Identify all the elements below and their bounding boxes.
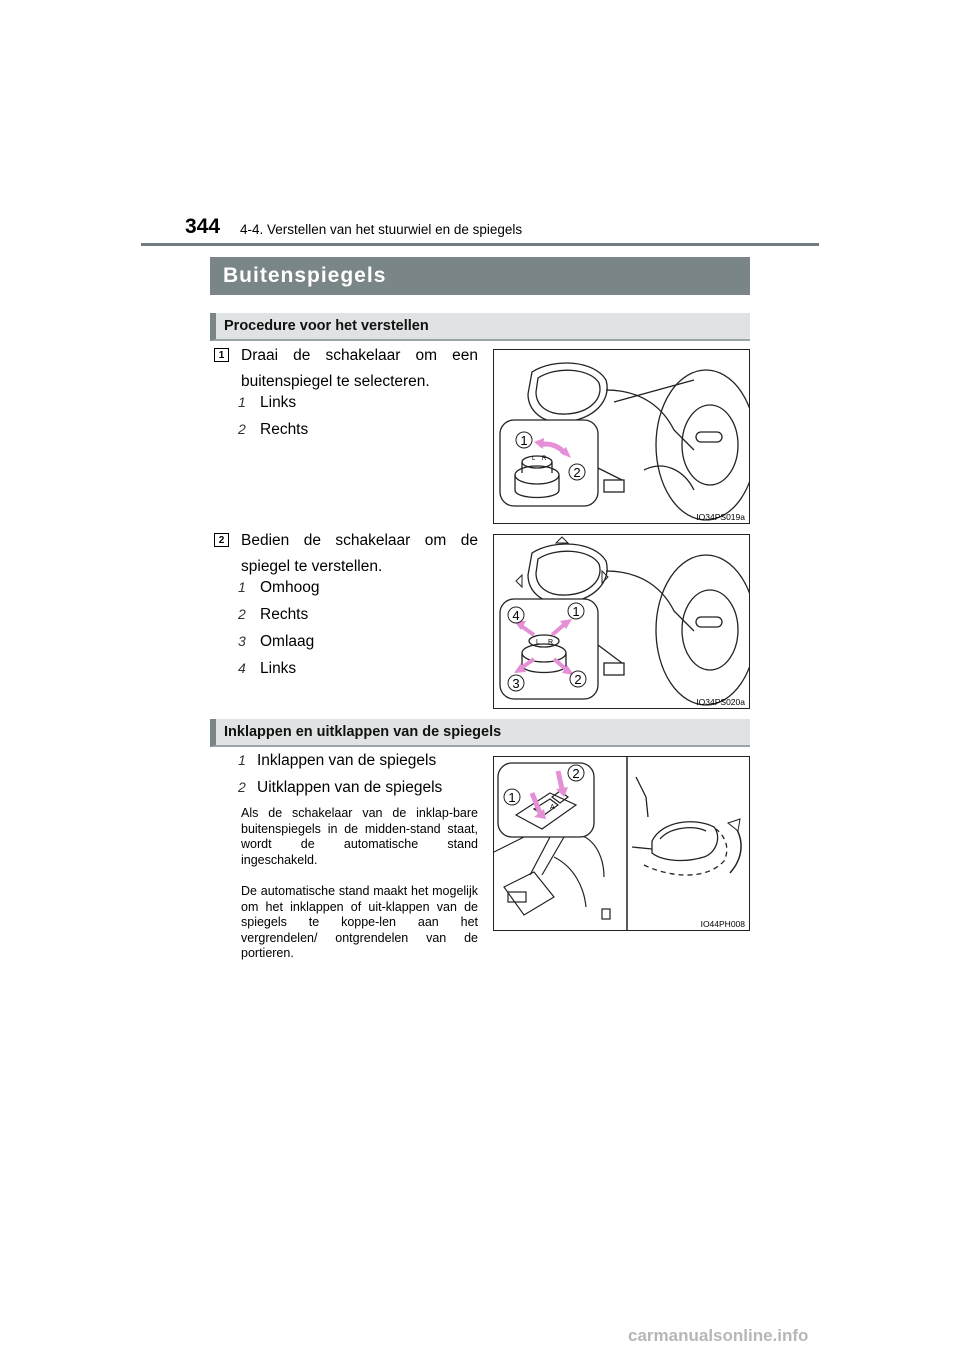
figure-3-code: IO44PH008 bbox=[700, 919, 745, 929]
figure-2-code: IO34PS020a bbox=[696, 697, 745, 707]
step-2-item-1-number: 1 bbox=[238, 579, 246, 595]
step-1-item-2-number: 2 bbox=[238, 421, 246, 437]
step-2-item-4-label: Links bbox=[260, 660, 297, 677]
step-2-item-3-label: Omlaag bbox=[260, 633, 315, 650]
step-2-item-3-number: 3 bbox=[238, 633, 246, 649]
folding-item-1-label: Inklappen van de spiegels bbox=[257, 752, 437, 769]
watermark: carmanualsonline.info bbox=[628, 1326, 809, 1345]
folding-note-2: De automatische stand maakt het mogelijk om het inklappen of uit-klappen van de spiegels te koppe-len aan het vergrendelen/ ontgrendelen van de portieren. bbox=[241, 884, 478, 960]
step-2-item-2-label: Rechts bbox=[260, 606, 309, 623]
running-header: 4-4. Verstellen van het stuurwiel en de spiegels bbox=[240, 222, 523, 237]
section-title: Buitenspiegels bbox=[210, 257, 750, 295]
subheading-procedure: Procedure voor het verstellen bbox=[210, 313, 750, 341]
folding-item-1-number: 1 bbox=[238, 752, 246, 768]
subheading-folding: Inklappen en uitklappen van de spiegels bbox=[210, 719, 750, 747]
page-number: 344 bbox=[185, 215, 221, 238]
step-marker-2: 2 bbox=[214, 533, 229, 547]
switch-letter-a: A bbox=[550, 804, 555, 811]
unfolded-mirror-outline bbox=[644, 829, 727, 875]
switch-letter-r: R bbox=[542, 456, 547, 462]
callout-number-1: 1 bbox=[520, 433, 528, 448]
callout-number-1: 1 bbox=[572, 604, 580, 619]
switch-letter-l: L bbox=[532, 456, 536, 462]
figure-mirror-adjust-switch bbox=[493, 534, 750, 709]
switch-letter-l: L bbox=[536, 639, 540, 646]
figure-1-code: IO34PS019a bbox=[696, 512, 745, 522]
callout-box bbox=[500, 420, 598, 506]
mirror-adjust-illustration bbox=[494, 535, 750, 709]
step-1-item-2-label: Rechts bbox=[260, 421, 309, 438]
step-marker-1: 1 bbox=[214, 348, 229, 362]
figure-mirror-select-switch bbox=[493, 349, 750, 524]
step-2-item-1-label: Omhoog bbox=[260, 579, 320, 596]
step-1-item-1-label: Links bbox=[260, 394, 297, 411]
step-1-item-1-number: 1 bbox=[238, 394, 246, 410]
callout-number-1: 1 bbox=[508, 790, 516, 805]
folding-item-2-number: 2 bbox=[238, 779, 246, 795]
callout-number-2: 2 bbox=[573, 465, 581, 480]
step-2-text: Bedien de schakelaar om de spiegel te verstellen. bbox=[241, 532, 478, 575]
header-rule bbox=[141, 243, 819, 246]
callout-number-2: 2 bbox=[574, 672, 582, 687]
step-2-item-2-number: 2 bbox=[238, 606, 246, 622]
step-1-text: Draai de schakelaar om een buitenspiegel te selecteren. bbox=[241, 347, 478, 390]
switch-letter-r: R bbox=[548, 639, 554, 646]
callout-number-3: 3 bbox=[512, 676, 520, 691]
callout-number-2: 2 bbox=[572, 766, 580, 781]
figure-mirror-fold-switch bbox=[493, 756, 750, 931]
folding-note-1: Als de schakelaar van de inklap-bare buitenspiegels in de midden-stand staat, wordt de automatische stand ingeschakeld. bbox=[241, 806, 478, 867]
step-2-item-4-number: 4 bbox=[238, 660, 246, 676]
mirror-select-illustration bbox=[494, 350, 750, 524]
mirror-fold-illustration bbox=[494, 757, 750, 931]
folding-item-2-label: Uitklappen van de spiegels bbox=[257, 779, 443, 796]
callout-number-4: 4 bbox=[512, 608, 520, 623]
fold-arrow-icon bbox=[730, 825, 741, 873]
